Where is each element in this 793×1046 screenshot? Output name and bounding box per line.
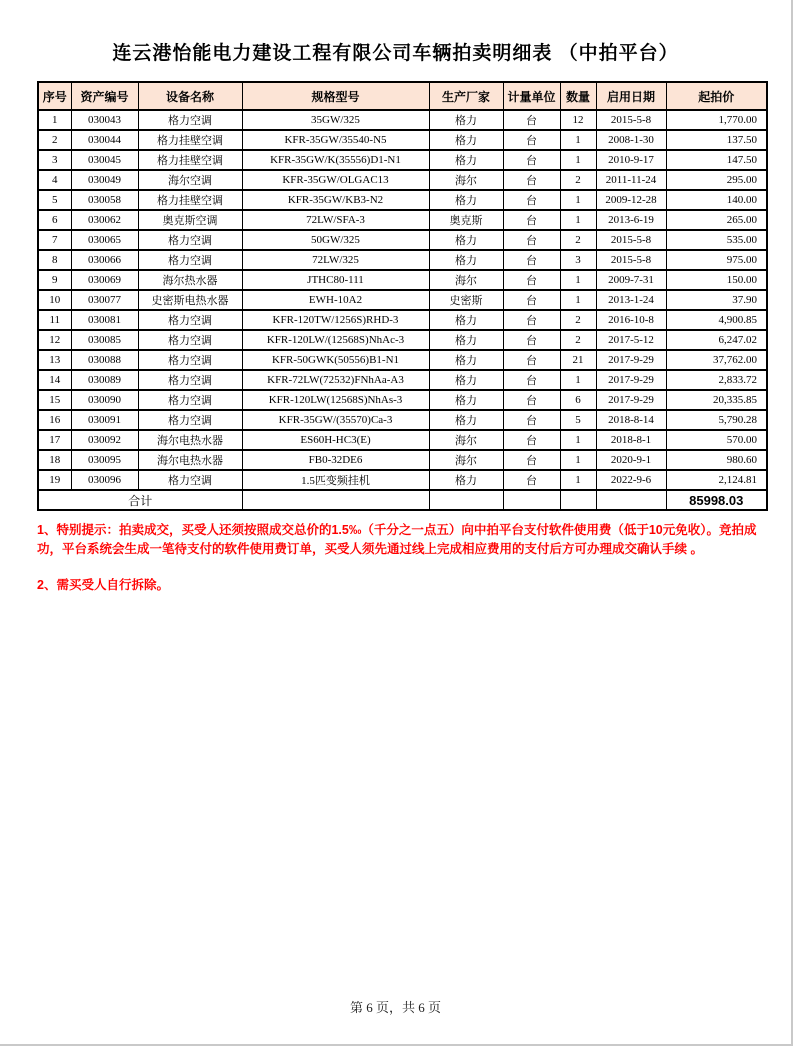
table-cell: 2018-8-1 [596,430,666,450]
total-label: 合计 [38,490,242,510]
table-cell: 格力 [429,410,503,430]
table-cell: 5 [560,410,596,430]
table-cell: 11 [38,310,71,330]
table-cell: 030066 [71,250,138,270]
table-cell: 2020-9-1 [596,450,666,470]
table-cell: 030089 [71,370,138,390]
table-cell: 5,790.28 [666,410,767,430]
table-cell: 1 [38,110,71,130]
table-cell: 台 [503,150,560,170]
table-cell: 格力空调 [138,110,242,130]
table-cell: 3 [560,250,596,270]
table-cell: 史密斯 [429,290,503,310]
table-cell: 2022-9-6 [596,470,666,490]
table-cell: 6,247.02 [666,330,767,350]
table-cell: 2017-9-29 [596,350,666,370]
table-cell: 2018-8-14 [596,410,666,430]
table-cell: 030096 [71,470,138,490]
table-cell: 030069 [71,270,138,290]
table-cell: 格力空调 [138,390,242,410]
table-cell: 6 [560,390,596,410]
table-cell: KFR-35GW/KB3-N2 [242,190,429,210]
table-cell: FB0-32DE6 [242,450,429,470]
table-cell: 030085 [71,330,138,350]
table-cell: 海尔空调 [138,170,242,190]
table-footer [38,490,767,510]
table-cell: 格力空调 [138,250,242,270]
total-row [38,490,767,510]
table-cell: 2011-11-24 [596,170,666,190]
table-cell: 030092 [71,430,138,450]
table-cell: 2 [560,330,596,350]
column-header-equipment-name: 设备名称 [138,82,242,110]
empty-cell [242,490,429,510]
table-cell: 12 [38,330,71,350]
table-cell: KFR-50GWK(50556)B1-N1 [242,350,429,370]
table-cell: 台 [503,410,560,430]
table-cell: 格力 [429,390,503,410]
table-cell: 140.00 [666,190,767,210]
table-cell: 格力空调 [138,310,242,330]
table-cell: 5 [38,190,71,210]
table-cell: EWH-10A2 [242,290,429,310]
table-cell: 2013-6-19 [596,210,666,230]
notes-section [37,521,765,595]
column-header-start-date: 启用日期 [596,82,666,110]
table-row [38,270,767,290]
table-cell: 台 [503,210,560,230]
table-cell: 19 [38,470,71,490]
table-cell: KFR-35GW/(35570)Ca-3 [242,410,429,430]
table-cell: 030044 [71,130,138,150]
table-cell: 030065 [71,230,138,250]
table-cell: 奥克斯 [429,210,503,230]
table-cell: 030043 [71,110,138,130]
table-cell: 2015-5-8 [596,250,666,270]
table-cell: 2015-5-8 [596,230,666,250]
page-number: 第 6 页，共 6 页 [349,1000,441,1015]
header-row [38,82,767,110]
table-cell: 格力挂壁空调 [138,190,242,210]
table-cell: 1 [560,190,596,210]
table-row [38,390,767,410]
table-cell: 2017-9-29 [596,390,666,410]
table-cell: 2008-1-30 [596,130,666,150]
table-cell: 72LW/SFA-3 [242,210,429,230]
table-cell: 030045 [71,150,138,170]
table-cell: 台 [503,110,560,130]
table-cell: 台 [503,450,560,470]
table-cell: 格力空调 [138,370,242,390]
table-row [38,430,767,450]
total-value: 85998.03 [666,490,767,510]
table-cell: 2010-9-17 [596,150,666,170]
table-cell: 史密斯电热水器 [138,290,242,310]
table-cell: 海尔 [429,170,503,190]
table-cell: 15 [38,390,71,410]
table-header [38,82,767,110]
table-cell: 2016-10-8 [596,310,666,330]
table-cell: 2 [560,310,596,330]
table-row [38,370,767,390]
table-cell: ES60H-HC3(E) [242,430,429,450]
table-cell: 台 [503,430,560,450]
table-cell: 030090 [71,390,138,410]
table-cell: 格力空调 [138,330,242,350]
table-cell: 8 [38,250,71,270]
table-cell: 格力 [429,370,503,390]
auction-table [37,81,768,511]
table-cell: KFR-35GW/35540-N5 [242,130,429,150]
table-cell: 1 [560,130,596,150]
table-row [38,290,767,310]
table-cell: 台 [503,350,560,370]
table-cell: 13 [38,350,71,370]
table-cell: 6 [38,210,71,230]
table-row [38,470,767,490]
table-row [38,110,767,130]
table-cell: 格力 [429,130,503,150]
table-cell: 030062 [71,210,138,230]
table-cell: 台 [503,310,560,330]
table-row [38,310,767,330]
column-header-index: 序号 [38,82,71,110]
table-cell: 37.90 [666,290,767,310]
table-cell: 2017-9-29 [596,370,666,390]
table-cell: 格力 [429,150,503,170]
table-row [38,150,767,170]
table-cell: 格力空调 [138,470,242,490]
table-cell: 格力 [429,330,503,350]
table-cell: KFR-120TW/1256S)RHD-3 [242,310,429,330]
table-cell: 台 [503,190,560,210]
table-cell: 海尔电热水器 [138,450,242,470]
table-row [38,210,767,230]
table-cell: 格力 [429,230,503,250]
column-header-asset-no: 资产编号 [71,82,138,110]
table-cell: 海尔热水器 [138,270,242,290]
table-cell: 35GW/325 [242,110,429,130]
table-cell: 1 [560,150,596,170]
table-cell: KFR-35GW/OLGAC13 [242,170,429,190]
table-cell: 2 [38,130,71,150]
table-cell: 台 [503,130,560,150]
table-cell: 格力 [429,110,503,130]
table-cell: 海尔电热水器 [138,430,242,450]
table-cell: 295.00 [666,170,767,190]
table-row [38,250,767,270]
table-cell: 9 [38,270,71,290]
table-cell: 海尔 [429,430,503,450]
table-cell: 4,900.85 [666,310,767,330]
table-cell: 1.5匹变频挂机 [242,470,429,490]
column-header-manufacturer: 生产厂家 [429,82,503,110]
column-header-model: 规格型号 [242,82,429,110]
table-cell: 格力 [429,190,503,210]
table-cell: 265.00 [666,210,767,230]
table-cell: 030049 [71,170,138,190]
table-row [38,230,767,250]
table-cell: 台 [503,290,560,310]
table-cell: 3 [38,150,71,170]
note-special-reminder: 1、特别提示：拍卖成交，买受人还须按照成交总价的1.5‰（千分之一点五）向中拍平台支付软件使用费（低于10元免收）。竞拍成功，平台系统会生成一笔待支付的软件使用费订单，买受人须先通过线上完成相应费用的支付后方可办理成交确认手续 。 [37,523,757,556]
empty-cell [560,490,596,510]
table-cell: 1 [560,450,596,470]
column-header-unit: 计量单位 [503,82,560,110]
table-cell: 20,335.85 [666,390,767,410]
table-cell: 台 [503,330,560,350]
table-cell: 150.00 [666,270,767,290]
table-cell: 格力空调 [138,410,242,430]
table-cell: 2 [560,230,596,250]
empty-cell [429,490,503,510]
table-cell: 格力挂壁空调 [138,130,242,150]
table-cell: 50GW/325 [242,230,429,250]
table-cell: 030058 [71,190,138,210]
table-cell: 12 [560,110,596,130]
table-cell: 10 [38,290,71,310]
table-cell: 030088 [71,350,138,370]
table-row [38,330,767,350]
table-row [38,450,767,470]
table-cell: 格力空调 [138,350,242,370]
empty-cell [503,490,560,510]
table-cell: 2,124.81 [666,470,767,490]
table-cell: 2015-5-8 [596,110,666,130]
table-cell: 台 [503,170,560,190]
table-cell: 2017-5-12 [596,330,666,350]
document-title: 连云港怡能电力建设工程有限公司车辆拍卖明细表 （中拍平台） [112,43,679,64]
table-cell: 030091 [71,410,138,430]
table-cell: JTHC80-111 [242,270,429,290]
table-cell: 2009-7-31 [596,270,666,290]
table-cell: 1,770.00 [666,110,767,130]
table-row [38,130,767,150]
table-cell: 1 [560,210,596,230]
table-cell: 137.50 [666,130,767,150]
table-cell: KFR-120LW/(12568S)NhAc-3 [242,330,429,350]
table-cell: 980.60 [666,450,767,470]
table-row [38,410,767,430]
table-cell: 奥克斯空调 [138,210,242,230]
table-cell: 海尔 [429,450,503,470]
table-body [38,110,767,490]
table-cell: 16 [38,410,71,430]
table-cell: 台 [503,250,560,270]
table-cell: 格力挂壁空调 [138,150,242,170]
table-cell: 台 [503,470,560,490]
table-cell: 21 [560,350,596,370]
table-cell: 台 [503,370,560,390]
table-cell: 格力 [429,350,503,370]
table-cell: 030081 [71,310,138,330]
table-cell: 1 [560,290,596,310]
table-cell: 570.00 [666,430,767,450]
table-cell: 17 [38,430,71,450]
table-cell: 4 [38,170,71,190]
table-row [38,350,767,370]
table-cell: 2009-12-28 [596,190,666,210]
table-cell: 1 [560,430,596,450]
table-cell: 格力 [429,250,503,270]
table-cell: 14 [38,370,71,390]
table-cell: 台 [503,230,560,250]
table-cell: 2,833.72 [666,370,767,390]
table-cell: 1 [560,270,596,290]
empty-cell [596,490,666,510]
table-cell: 18 [38,450,71,470]
table-cell: 格力空调 [138,230,242,250]
column-header-starting-price: 起拍价 [666,82,767,110]
table-row [38,170,767,190]
table-cell: 37,762.00 [666,350,767,370]
table-cell: 72LW/325 [242,250,429,270]
table-cell: 1 [560,370,596,390]
table-cell: KFR-35GW/K(35556)D1-N1 [242,150,429,170]
table-cell: 030077 [71,290,138,310]
table-cell: 海尔 [429,270,503,290]
table-cell: 535.00 [666,230,767,250]
table-cell: 台 [503,390,560,410]
table-cell: 格力 [429,470,503,490]
table-cell: 7 [38,230,71,250]
table-cell: 2013-1-24 [596,290,666,310]
table-cell: 2 [560,170,596,190]
column-header-quantity: 数量 [560,82,596,110]
table-row [38,190,767,210]
note-self-removal: 2、需买受人自行拆除。 [37,578,169,592]
table-cell: 147.50 [666,150,767,170]
table-cell: 030095 [71,450,138,470]
table-cell: KFR-120LW(12568S)NhAs-3 [242,390,429,410]
table-cell: 975.00 [666,250,767,270]
table-cell: 台 [503,270,560,290]
table-cell: 格力 [429,310,503,330]
table-cell: KFR-72LW(72532)FNhAa-A3 [242,370,429,390]
table-cell: 1 [560,470,596,490]
